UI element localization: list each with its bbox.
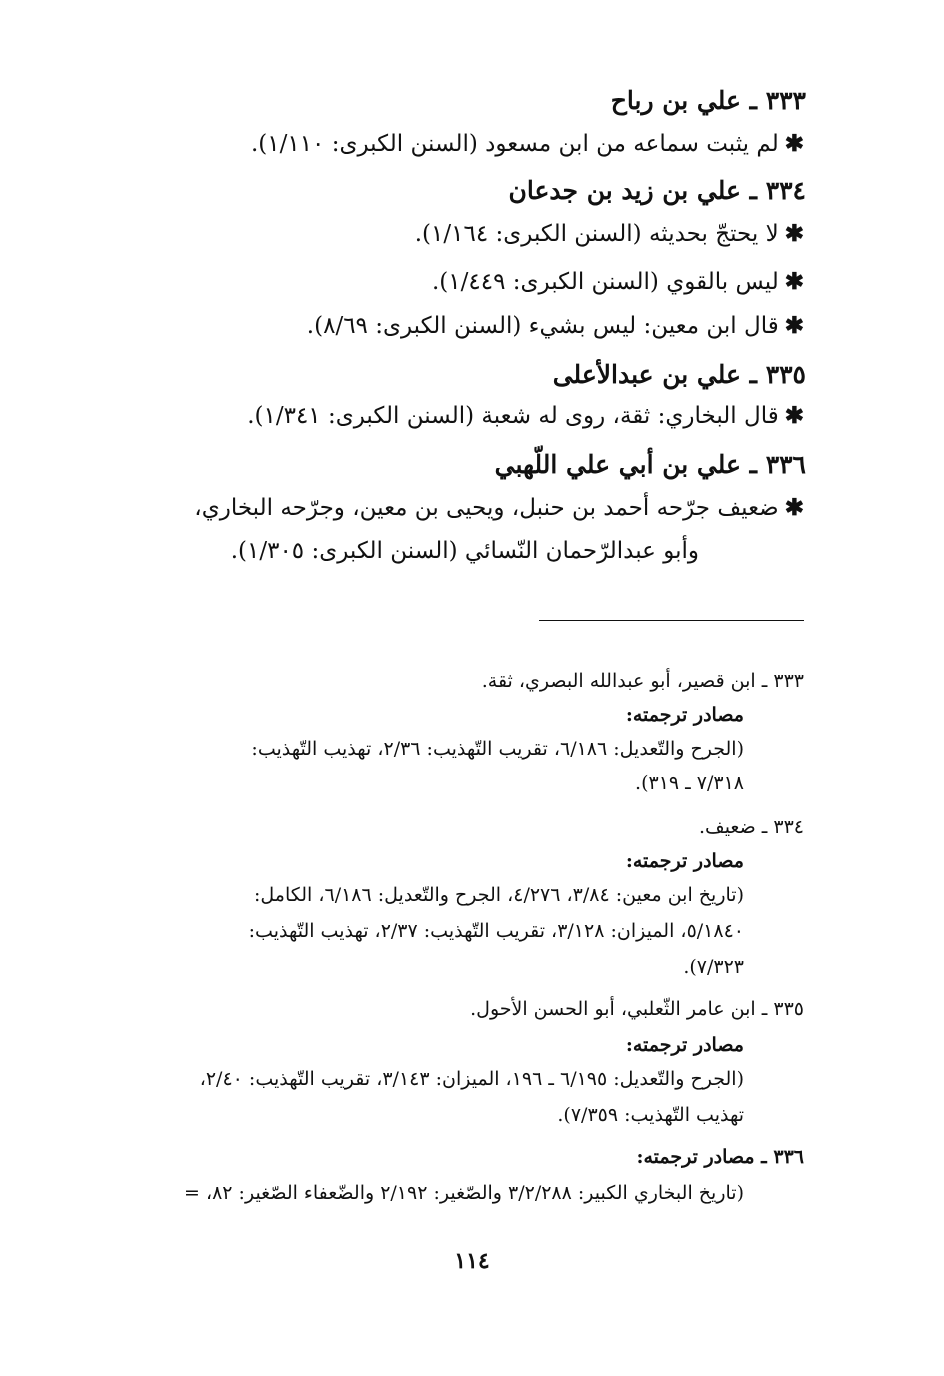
entry-335-item-1 bbox=[247, 402, 804, 429]
asterisk-icon: ✱ bbox=[784, 312, 804, 339]
footnote-335-source-line-2: تهذيب التّهذيب: ٧/٣٥٩). bbox=[557, 1104, 744, 1126]
asterisk-icon: ✱ bbox=[784, 220, 804, 247]
footnote-334-sources-label: مصادر ترجمته: bbox=[625, 850, 744, 872]
footnote-divider bbox=[539, 620, 804, 621]
footnote-333-line: ٣٣٣ ـ ابن قصير، أبو عبدالله البصري، ثقة. bbox=[481, 670, 804, 692]
footnote-334-source-line-3: ٧/٣٢٣). bbox=[683, 956, 744, 978]
asterisk-icon: ✱ bbox=[784, 268, 804, 295]
footnote-333-source-line-1: (الجرح والتّعديل: ٦/١٨٦، تقريب التّهذيب: ٢/٣٦، تهذيب التّهذيب: bbox=[251, 738, 744, 760]
entry-text: قال البخاري: ثقة، روى له شعبة (السنن الكبرى: ١/٣٤١). bbox=[247, 403, 779, 429]
entry-text: لا يحتجّ بحديثه (السنن الكبرى: ١/١٦٤). bbox=[414, 221, 779, 247]
entry-335-heading: ٣٣٥ ـ علي بن عبدالأعلى bbox=[552, 360, 806, 389]
entry-text: لم يثبت سماعه من ابن مسعود (السنن الكبرى: ١/١١٠). bbox=[250, 131, 779, 157]
entry-336-item-1 bbox=[194, 494, 804, 521]
asterisk-icon: ✱ bbox=[784, 494, 804, 521]
footnote-336-line: ٣٣٦ ـ مصادر ترجمته: bbox=[636, 1146, 804, 1168]
page-number: ١١٤ bbox=[454, 1248, 490, 1274]
footnote-334-line: ٣٣٤ ـ ضعيف. bbox=[698, 816, 804, 838]
footnote-333-source-line-2: ٧/٣١٨ ـ ٣١٩). bbox=[635, 772, 744, 794]
entry-text: ضعيف جرّحه أحمد بن حنبل، ويحيى بن معين، وجرّحه البخاري، bbox=[194, 495, 779, 521]
asterisk-icon: ✱ bbox=[784, 130, 804, 157]
entry-334-heading: ٣٣٤ ـ علي بن زيد بن جدعان bbox=[508, 176, 806, 205]
entry-334-item-1 bbox=[415, 220, 804, 247]
entry-336-heading: ٣٣٦ ـ علي بن أبي علي اللّهبي bbox=[494, 450, 806, 479]
footnote-335-source-line-1: (الجرح والتّعديل: ٦/١٩٥ ـ ١٩٦، الميزان: ٣/١٤٣، تقريب التّهذيب: ٢/٤٠، bbox=[199, 1068, 744, 1090]
entry-text: ليس بالقوي (السنن الكبرى: ١/٤٤٩). bbox=[431, 269, 779, 295]
entry-334-item-3 bbox=[307, 312, 804, 339]
footnote-334-source-line-2: ٥/١٨٤٠، الميزان: ٣/١٢٨، تقريب التّهذيب: ٢/٣٧، تهذيب التّهذيب: bbox=[248, 920, 744, 942]
asterisk-icon: ✱ bbox=[784, 402, 804, 429]
footnote-336-source-line-1: (تاريخ البخاري الكبير: ٣/٢/٢٨٨ والصّغير: ٢/١٩٢ والضّعفاء الصّغير: ٨٢، = bbox=[184, 1182, 744, 1204]
footnote-335-line: ٣٣٥ ـ ابن عامر الثّعلبي، أبو الحسن الأحول. bbox=[470, 998, 804, 1020]
entry-333-heading: ٣٣٣ ـ علي بن رباح bbox=[610, 86, 806, 115]
footnote-334-source-line-1: (تاريخ ابن معين: ٣/٨٤، ٤/٢٧٦، الجرح والتّعديل: ٦/١٨٦، الكامل: bbox=[253, 884, 744, 906]
entry-334-item-2 bbox=[432, 268, 804, 295]
entry-text: قال ابن معين: ليس بشيء (السنن الكبرى: ٨/٦٩). bbox=[306, 313, 779, 339]
footnote-333-sources-label: مصادر ترجمته: bbox=[625, 704, 744, 726]
entry-336-continuation: وأبو عبدالرّحمان النّسائي (السنن الكبرى: ١/٣٠٥). bbox=[230, 538, 699, 564]
footnote-335-sources-label: مصادر ترجمته: bbox=[625, 1034, 744, 1056]
entry-333-item-1 bbox=[251, 130, 804, 157]
